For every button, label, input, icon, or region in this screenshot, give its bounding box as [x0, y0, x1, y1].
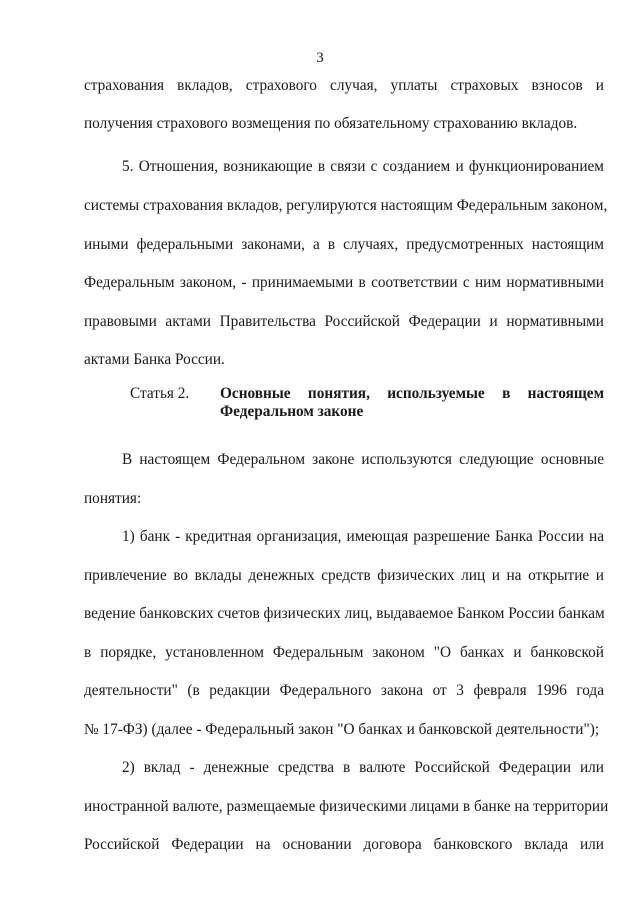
paragraph-line: В настоящем Федеральном законе используются следующие основные [122, 451, 604, 468]
paragraph-line: 5. Отношения, возникающие в связи с созданием и функционированием [122, 158, 604, 175]
list-item-line: привлечение во вклады денежных средств физических лиц и на открытие и [84, 567, 604, 584]
paragraph-line: Федеральным законом, - принимаемыми в соответствии с ним нормативными [84, 274, 604, 291]
paragraph-line: иными федеральными законами, а в случаях, предусмотренных настоящим [84, 236, 604, 253]
paragraph-line: получения страхового возмещения по обязательному страхованию вкладов. [84, 115, 578, 132]
article-title: Федеральном законе [220, 403, 364, 420]
list-item-line: деятельности" (в редакции Федерального закона от 3 февраля 1996 года [84, 682, 604, 699]
list-item-line: Российской Федерации на основании договора банковского вклада или [84, 836, 604, 853]
list-item-line: 1) банк - кредитная организация, имеющая разрешение Банка России на [122, 528, 604, 545]
paragraph-line: правовыми актами Правительства Российской Федерации и нормативными [84, 313, 604, 330]
page-number: 3 [316, 50, 324, 66]
list-item-line: ведение банковских счетов физических лиц, выдаваемое Банком России банкам [84, 605, 605, 622]
article-label: Статья 2. [130, 385, 190, 402]
list-item-line: иностранной валюте, размещаемые физическими лицами в банке на территории [84, 798, 609, 815]
paragraph-line: страхования вкладов, страхового случая, уплаты страховых взносов и [84, 77, 604, 94]
list-item-line: в порядке, установленном Федеральным законом "О банках и банковской [84, 644, 604, 661]
list-item-line: № 17-ФЗ) (далее - Федеральный закон "О банках и банковской деятельности"); [84, 721, 600, 738]
paragraph-line: системы страхования вкладов, регулируются настоящим Федеральным законом, [84, 197, 608, 214]
article-title: Основные понятия, используемые в настоящем [220, 385, 604, 402]
list-item-line: 2) вклад - денежные средства в валюте Российской Федерации или [122, 759, 604, 776]
paragraph-line: понятия: [84, 490, 142, 507]
paragraph-line: актами Банка России. [84, 351, 225, 368]
